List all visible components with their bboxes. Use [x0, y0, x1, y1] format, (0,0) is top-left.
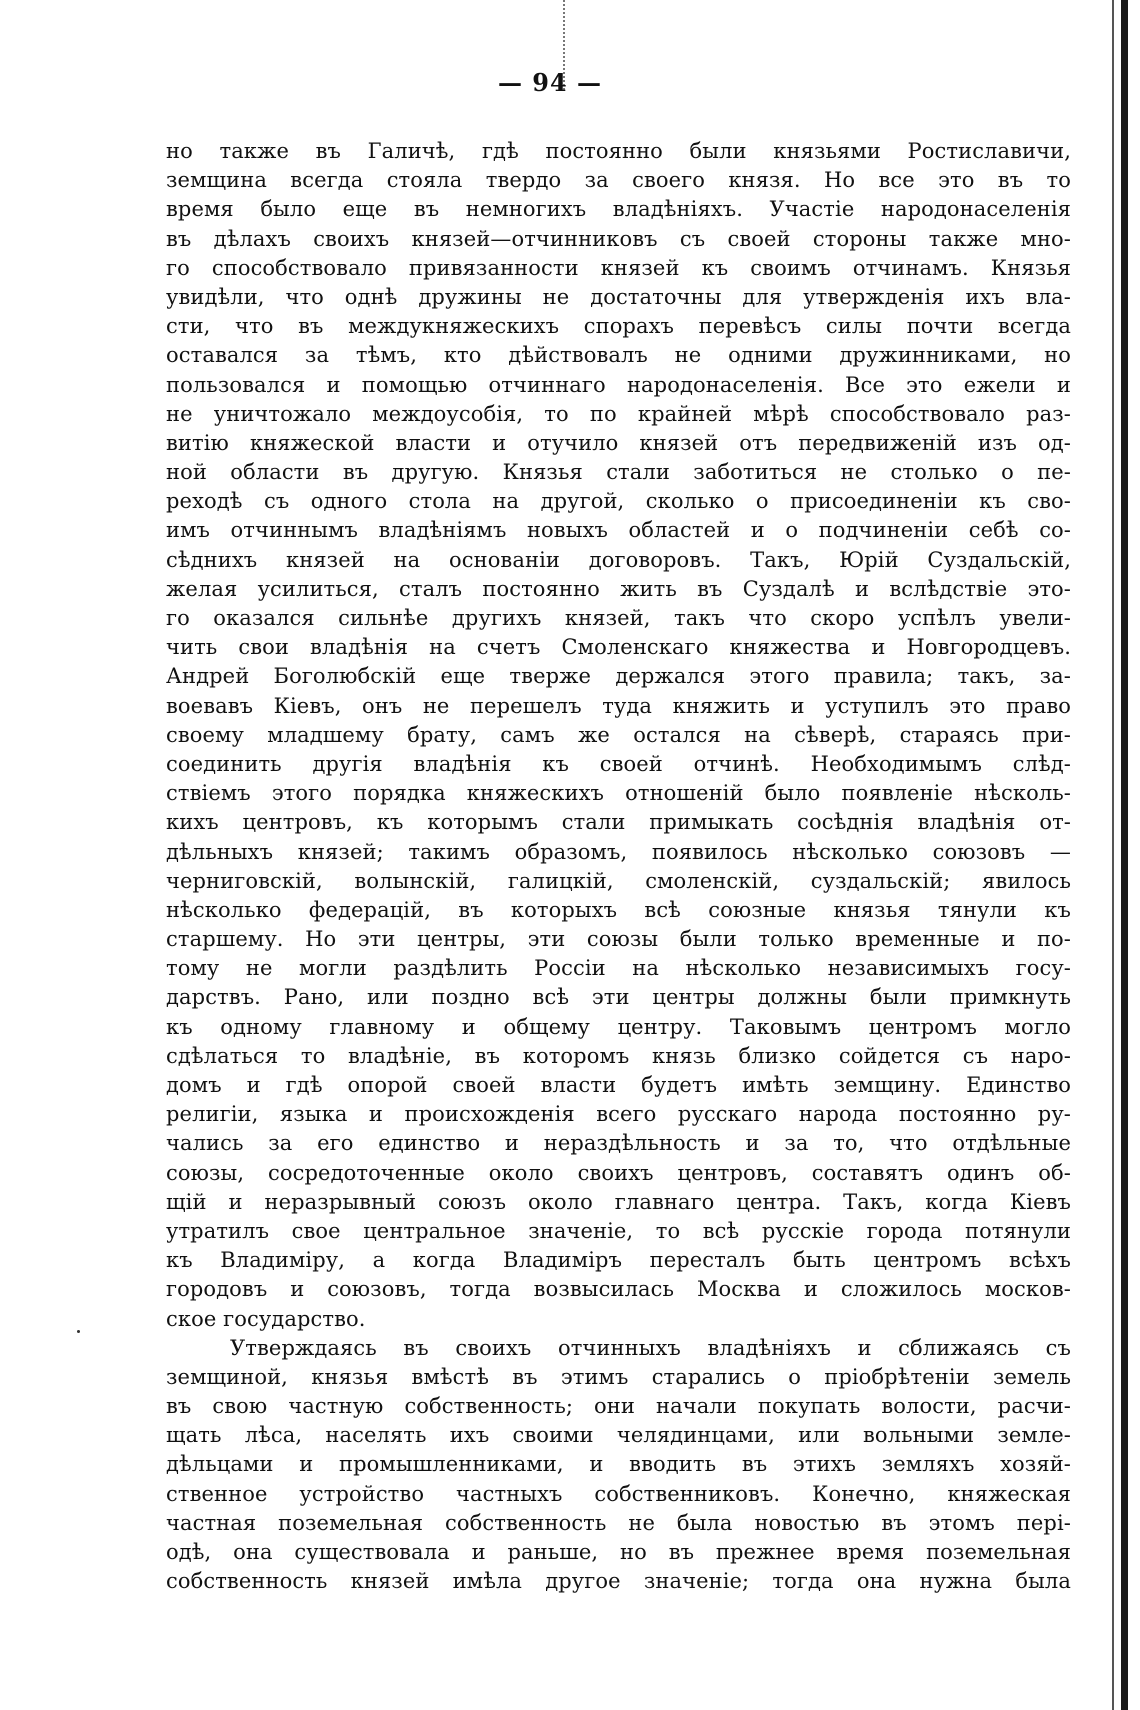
text-line: дѣльцами и промышленниками, и вводить въ этихъ земляхъ хозяй- [166, 1452, 1071, 1477]
text-line: реходѣ съ одного стола на другой, сколько о присоединеніи къ сво- [166, 489, 1071, 514]
text-line: ственное устройство частныхъ собственниковъ. Конечно, княжеская [166, 1481, 1071, 1506]
text-line: не уничтожало междоусобія, то по крайней мѣрѣ способствовало раз- [166, 401, 1071, 426]
text-line: щій и неразрывный союзъ около главнаго центра. Такъ, когда Кіевъ [166, 1189, 1071, 1214]
page-number: — 94 — [497, 68, 603, 97]
text-line: оставался за тѣмъ, кто дѣйствовалъ не одними дружинниками, но [166, 343, 1071, 368]
text-line: соединить другія владѣнія къ своей отчинѣ. Необходимымъ слѣд- [166, 751, 1071, 776]
text-line: союзы, сосредоточенные около своихъ центровъ, составятъ одинъ об- [166, 1160, 1071, 1185]
text-line: къ Владиміру, а когда Владиміръ пересталъ быть центромъ всѣхъ [166, 1248, 1071, 1273]
text-line: въ свою частную собственность; они начали покупать волости, расчи- [166, 1394, 1071, 1419]
text-line: сѣднихъ князей на основаніи договоровъ. Такъ, Юрій Суздальскій, [166, 547, 1071, 572]
text-line: Андрей Боголюбскій еще тверже держался этого правила; такъ, за- [166, 664, 1071, 689]
text-line: своему младшему брату, самъ же остался на сѣверѣ, стараясь при- [166, 722, 1071, 747]
text-line: пользовался и помощью отчиннаго народонаселенія. Все это ежели и [166, 372, 1071, 397]
text-line: въ дѣлахъ своихъ князей—отчинниковъ съ своей стороны также мно- [166, 226, 1071, 251]
paper-speck [77, 1330, 80, 1333]
paragraph-1 [166, 137, 1071, 1334]
text-line: одѣ, она существовала и раньше, но въ прежнее время поземельная [166, 1540, 1071, 1564]
text-line: земщиной, князья вмѣстѣ въ этимъ старались о пріобрѣтеніи земель [166, 1364, 1071, 1389]
text-line: щать лѣса, населять ихъ своими челядинцами, или вольными земле- [166, 1423, 1071, 1448]
text-line: ствіемъ этого порядка княжескихъ отношеній было появленіе нѣсколь- [166, 781, 1071, 806]
text-line: ной области въ другую. Князья стали заботиться не столько о пе- [166, 460, 1071, 485]
text-line: земщина всегда стояла твердо за своего князя. Но все это въ то [166, 168, 1071, 193]
text-line: городовъ и союзовъ, тогда возвысилась Москва и сложилось москов- [166, 1277, 1071, 1302]
text-line: черниговскій, волынскій, галицкій, смоленскій, суздальскій; явилось [166, 868, 1071, 893]
text-line: витію княжеской власти и отучило князей отъ передвиженій изъ од- [166, 430, 1071, 455]
text-line: кихъ центровъ, къ которымъ стали примыкать сосѣднія владѣнія от- [166, 810, 1071, 835]
binding-edge [1121, 0, 1128, 1710]
page-text [166, 137, 1071, 1596]
text-line: сдѣлаться то владѣніе, въ которомъ князь близко сойдется съ наро- [166, 1043, 1071, 1068]
text-line: го способствовало привязанности князей къ своимъ отчинамъ. Князья [166, 255, 1071, 280]
text-line: сти, что въ междукняжескихъ спорахъ перевѣсъ силы почти всегда [166, 314, 1071, 339]
paragraph-2 [166, 1334, 1071, 1597]
text-line: увидѣли, что однѣ дружины не достаточны для утвержденія ихъ вла- [166, 284, 1071, 309]
text-line: имъ отчиннымъ владѣніямъ новыхъ областей и о подчиненіи себѣ со- [166, 518, 1071, 543]
text-line: дарствъ. Рано, или поздно всѣ эти центры должны были примкнуть [166, 985, 1071, 1010]
text-line: чить свои владѣнія на счетъ Смоленскаго княжества и Новгородцевъ. [166, 635, 1071, 660]
text-line: религіи, языка и происхожденія всего русскаго народа постоянно ру- [166, 1102, 1071, 1127]
binding-edge-inner [1112, 0, 1114, 1710]
text-line: время было еще въ немногихъ владѣніяхъ. Участіе народонаселенія [166, 197, 1071, 222]
text-line: частная поземельная собственность не была новостью въ этомъ пері- [166, 1510, 1071, 1535]
text-line: дѣльныхъ князей; такимъ образомъ, появилось нѣсколько союзовъ — [166, 839, 1071, 864]
text-line: собственность князей имѣла другое значеніе; тогда она нужна была [166, 1569, 1071, 1594]
text-line: воевавъ Кіевъ, онъ не перешелъ туда княжить и уступилъ это право [166, 693, 1071, 718]
text-line: чались за его единство и нераздѣльность и за то, что отдѣльные [166, 1131, 1071, 1156]
text-line: старшему. Но эти центры, эти союзы были только временные и по- [166, 927, 1071, 952]
text-line: къ одному главному и общему центру. Таковымъ центромъ могло [166, 1014, 1071, 1039]
text-line: го оказался сильнѣе другихъ князей, такъ что скоро успѣлъ увели- [166, 606, 1071, 630]
text-line: но также въ Галичѣ, гдѣ постоянно были князьями Ростиславичи, [166, 139, 1071, 163]
text-line: нѣсколько федерацій, въ которыхъ всѣ союзные князья тянули къ [166, 897, 1071, 922]
text-line: утратилъ свое центральное значеніе, то всѣ русскіе города потянули [166, 1218, 1071, 1243]
text-line: тому не могли раздѣлить Россіи на нѣсколько независимыхъ госу- [166, 956, 1071, 981]
text-line: Утверждаясь въ своихъ отчинныхъ владѣніяхъ и сближаясь съ [230, 1335, 1071, 1360]
text-line: домъ и гдѣ опорой своей власти будетъ имѣть земщину. Единство [166, 1073, 1071, 1097]
text-line: ское государство. [166, 1306, 366, 1331]
text-line: желая усилиться, сталъ постоянно жить въ Суздалѣ и вслѣдствіе это- [166, 576, 1071, 601]
